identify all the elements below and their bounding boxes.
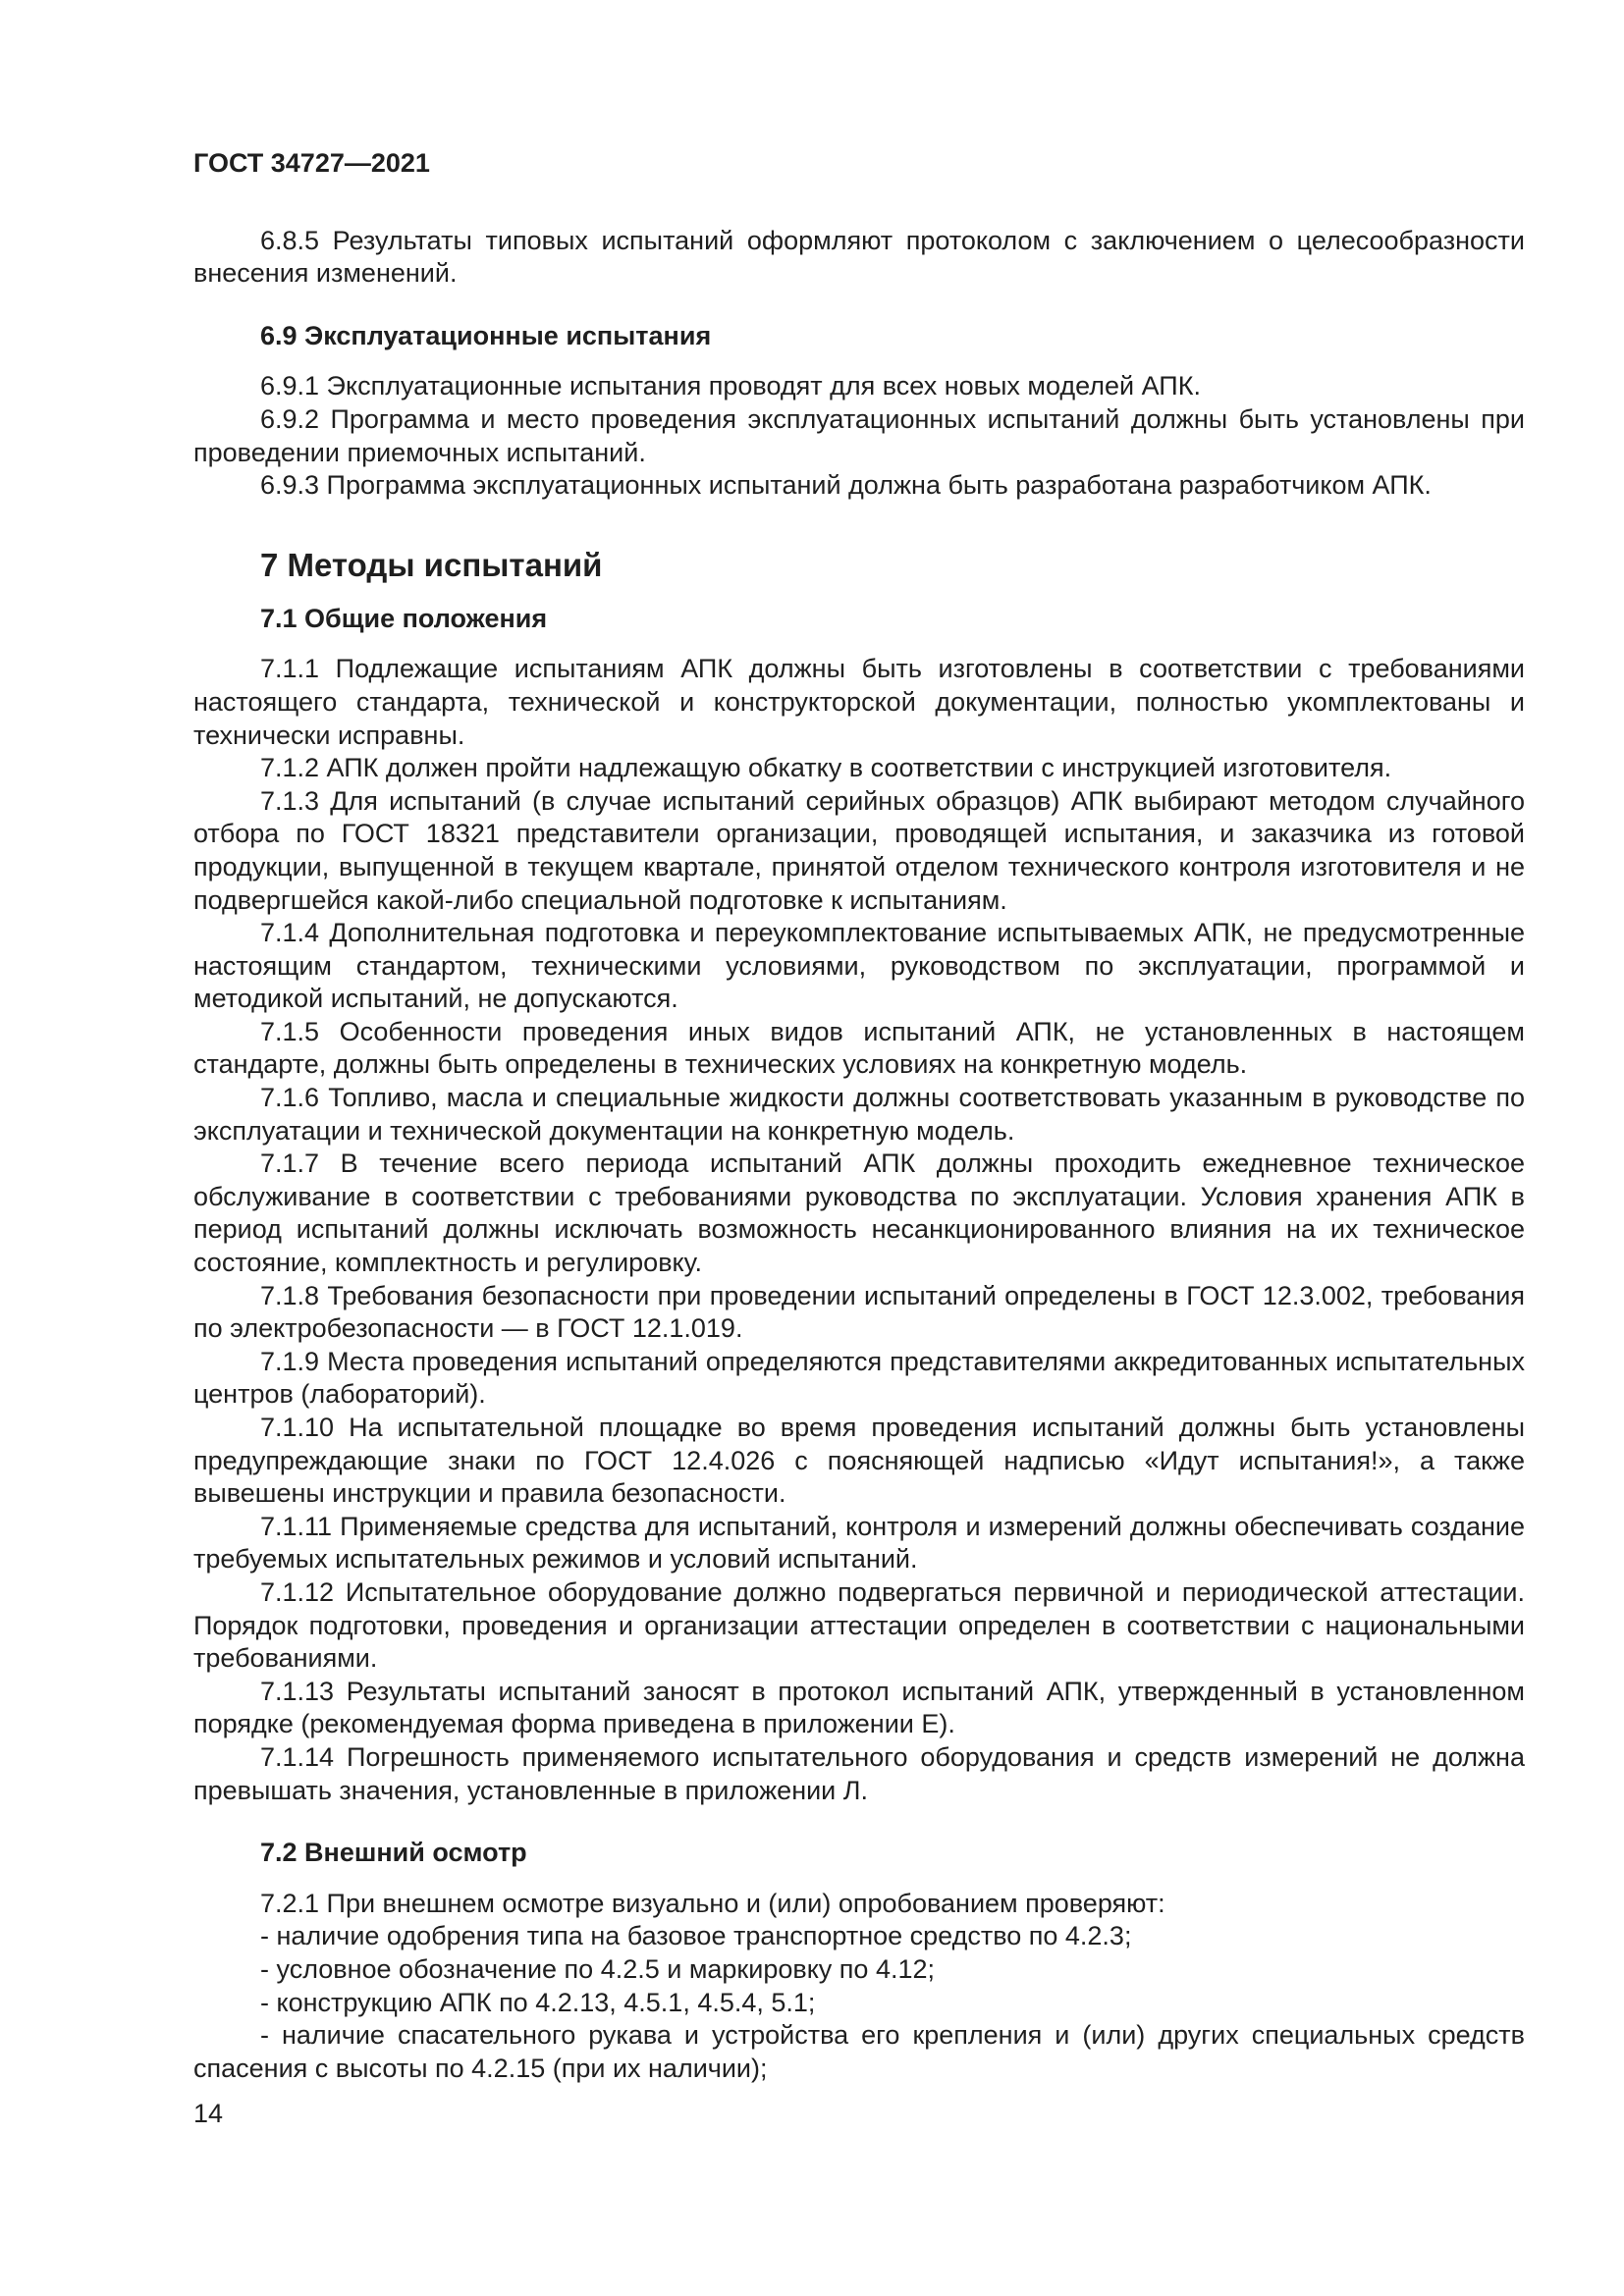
list-item: - условное обозначение по 4.2.5 и маркировку по 4.12; xyxy=(260,1953,935,1984)
paragraph-6-9-2: 6.9.2 Программа и место проведения эксплуатационных испытаний должны быть установлены при проведении приемочных испытаний. xyxy=(193,403,1525,467)
section-title-7: 7 Методы испытаний xyxy=(260,546,603,583)
list-item: - наличие одобрения типа на базовое транспортное средство по 4.2.3; xyxy=(260,1921,1132,1951)
list-item: - наличие спасательного рукава и устройства его крепления и (или) других специальных средств спасения с высоты по 4.2.15 (при их наличии); xyxy=(193,2020,1525,2083)
paragraph-7-1-6: 7.1.6 Топливо, масла и специальные жидкости должны соответствовать указанным в руководстве по эксплуатации и технической документации на конкретную модель. xyxy=(193,1083,1525,1146)
paragraph-7-1-7: 7.1.7 В течение всего периода испытаний АПК должны проходить ежедневное техническое обслуживание в соответствии с требованиями руководства по эксплуатации. Условия хранения АПК в период испытаний должны исключать возможность несанкционированного влияния на их техническое состояние, комплектность и регулировку. xyxy=(193,1148,1525,1278)
paragraph-7-1-9: 7.1.9 Места проведения испытаний определяются представителями аккредитованных испытательных центров (лабораторий). xyxy=(193,1346,1525,1410)
paragraph-7-1-1: 7.1.1 Подлежащие испытаниям АПК должны быть изготовлены в соответствии с требованиями настоящего стандарта, технической и конструкторской документации, полностью укомплектованы и технически исправны. xyxy=(193,654,1525,750)
paragraph-6-9-3: 6.9.3 Программа эксплуатационных испытаний должна быть разработана разработчиком АПК. xyxy=(260,470,1432,501)
paragraph-7-1-10: 7.1.10 На испытательной площадке во время проведения испытаний должны быть установлены предупреждающие знаки по ГОСТ 12.4.026 с поясняющей надписью «Идут испытания!», а также вывешены инструкции и правила безопасности. xyxy=(193,1413,1525,1509)
paragraph-7-1-14: 7.1.14 Погрешность применяемого испытательного оборудования и средств измерений не должна превышать значения, установленные в приложении Л. xyxy=(193,1741,1525,1805)
section-title-7-1: 7.1 Общие положения xyxy=(260,603,548,633)
paragraph-7-1-2: 7.1.2 АПК должен пройти надлежащую обкатку в соответствии с инструкцией изготовителя. xyxy=(260,753,1392,783)
paragraph-7-1-3: 7.1.3 Для испытаний (в случае испытаний серийных образцов) АПК выбирают методом случайного отбора по ГОСТ 18321 представители организации, проводящей испытания, и заказчика из готовой продукции, выпущенной в текущем квартале, принятой отделом технического контроля изготовителя и не подвергшейся какой-либо специальной подготовке к испытаниям. xyxy=(193,785,1525,915)
paragraph-7-1-4: 7.1.4 Дополнительная подготовка и переукомплектование испытываемых АПК, не предусмотренные настоящим стандартом, техническими условиями, руководством по эксплуатации, программой и методикой испытаний, не допускаются. xyxy=(193,918,1525,1014)
list-item: - конструкцию АПК по 4.2.13, 4.5.1, 4.5.4, 5.1; xyxy=(260,1987,816,2017)
paragraph-7-1-11: 7.1.11 Применяемые средства для испытаний, контроля и измерений должны обеспечивать создание требуемых испытательных режимов и условий испытаний. xyxy=(193,1511,1525,1575)
document-page xyxy=(193,147,1525,2085)
paragraph-7-1-8: 7.1.8 Требования безопасности при проведении испытаний определены в ГОСТ 12.3.002, требования по электробезопасности — в ГОСТ 12.1.019. xyxy=(193,1280,1525,1344)
page-number: 14 xyxy=(193,2099,224,2128)
paragraph-6-8-5: 6.8.5 Результаты типовых испытаний оформляют протоколом с заключением о целесообразности внесения изменений. xyxy=(193,225,1525,289)
section-title-7-2: 7.2 Внешний осмотр xyxy=(260,1838,527,1868)
document-code-header: ГОСТ 34727—2021 xyxy=(193,148,430,178)
paragraph-6-9-1: 6.9.1 Эксплуатационные испытания проводят для всех новых моделей АПК. xyxy=(260,371,1201,401)
paragraph-7-1-5: 7.1.5 Особенности проведения иных видов испытаний АПК, не установленных в настоящем стандарте, должны быть определены в технических условиях на конкретную модель. xyxy=(193,1016,1525,1080)
paragraph-7-2-1: 7.2.1 При внешнем осмотре визуально и (или) опробованием проверяют: xyxy=(260,1888,1165,1918)
section-title-6-9: 6.9 Эксплуатационные испытания xyxy=(260,320,712,350)
paragraph-7-1-12: 7.1.12 Испытательное оборудование должно подвергаться первичной и периодической аттестации. Порядок подготовки, проведения и организации аттестации определен в соответствии с национальными требованиями. xyxy=(193,1576,1525,1674)
paragraph-7-1-13: 7.1.13 Результаты испытаний заносят в протокол испытаний АПК, утвержденный в установленном порядке (рекомендуемая форма приведена в приложении Е). xyxy=(193,1676,1525,1739)
